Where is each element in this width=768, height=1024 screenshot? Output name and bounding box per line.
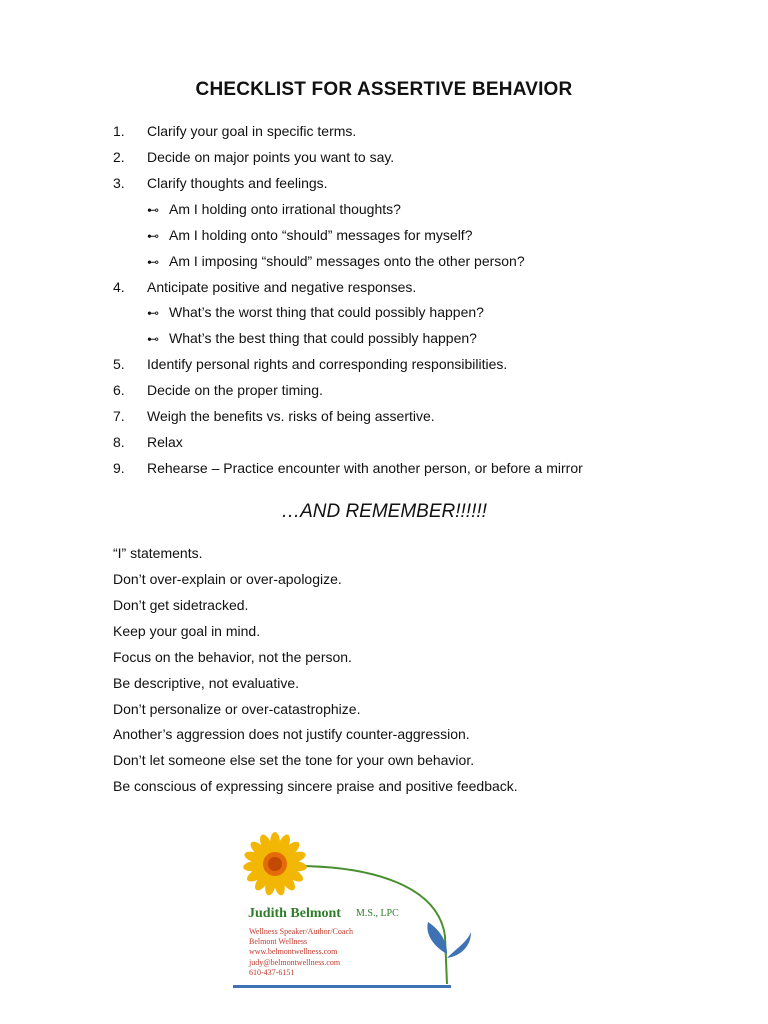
- sub-list-item: ⊷ What’s the worst thing that could possibly happen?: [147, 304, 484, 320]
- card-line: Wellness Speaker/Author/Coach: [249, 927, 353, 936]
- sub-list-item: ⊷ Am I holding onto irrational thoughts?: [147, 201, 401, 217]
- tip-item: Don’t over-explain or over-apologize.: [113, 571, 342, 587]
- key-icon: ⊷: [147, 229, 159, 243]
- sub-list-item: ⊷ Am I imposing “should” messages onto the other person?: [147, 253, 525, 269]
- tip-item: Don’t personalize or over-catastrophize.: [113, 701, 361, 717]
- sunflower-icon: [243, 832, 308, 896]
- tip-item: Be conscious of expressing sincere praise and positive feedback.: [113, 778, 518, 794]
- sub-list-item: ⊷ Am I holding onto “should” messages for myself?: [147, 227, 473, 243]
- card-name: Judith Belmont: [248, 906, 341, 921]
- tip-item: Don’t get sidetracked.: [113, 597, 249, 613]
- list-item: 3. Clarify thoughts and feelings.: [113, 175, 328, 191]
- list-item: 8. Relax: [113, 434, 183, 450]
- list-item: 1. Clarify your goal in specific terms.: [113, 123, 357, 139]
- card-line: 610-437-6151: [249, 968, 295, 977]
- business-card: [233, 826, 507, 992]
- card-divider: [233, 985, 451, 988]
- leaf-icon: [447, 932, 471, 958]
- list-item: 6. Decide on the proper timing.: [113, 382, 323, 398]
- tip-item: Another’s aggression does not justify counter-aggression.: [113, 726, 470, 742]
- list-item: 4. Anticipate positive and negative responses.: [113, 279, 417, 295]
- remember-heading: …AND REMEMBER!!!!!!: [281, 501, 487, 522]
- list-item: 7. Weigh the benefits vs. risks of being assertive.: [113, 408, 435, 424]
- tip-item: Focus on the behavior, not the person.: [113, 649, 352, 665]
- card-line: Belmont Wellness: [249, 937, 308, 946]
- key-icon: ⊷: [147, 203, 159, 217]
- sub-list-item: ⊷ What’s the best thing that could possibly happen?: [147, 330, 477, 346]
- tip-item: Don’t let someone else set the tone for your own behavior.: [113, 752, 475, 768]
- tip-item: Keep your goal in mind.: [113, 623, 261, 639]
- list-item: 5. Identify personal rights and corresponding responsibilities.: [113, 356, 508, 372]
- card-credentials: M.S., LPC: [356, 908, 399, 919]
- key-icon: ⊷: [147, 332, 159, 346]
- leaf-icon: [427, 922, 447, 954]
- tip-item: “I” statements.: [113, 545, 203, 561]
- tip-item: Be descriptive, not evaluative.: [113, 675, 299, 691]
- list-item: 2. Decide on major points you want to say.: [113, 149, 395, 165]
- list-item: 9. Rehearse – Practice encounter with another person, or before a mirror: [113, 460, 583, 476]
- card-line: judy@belmontwellness.com: [249, 958, 341, 967]
- key-icon: ⊷: [147, 306, 159, 320]
- page-title: CHECKLIST FOR ASSERTIVE BEHAVIOR: [195, 79, 573, 100]
- key-icon: ⊷: [147, 255, 159, 269]
- card-line: www.belmontwellness.com: [249, 947, 338, 956]
